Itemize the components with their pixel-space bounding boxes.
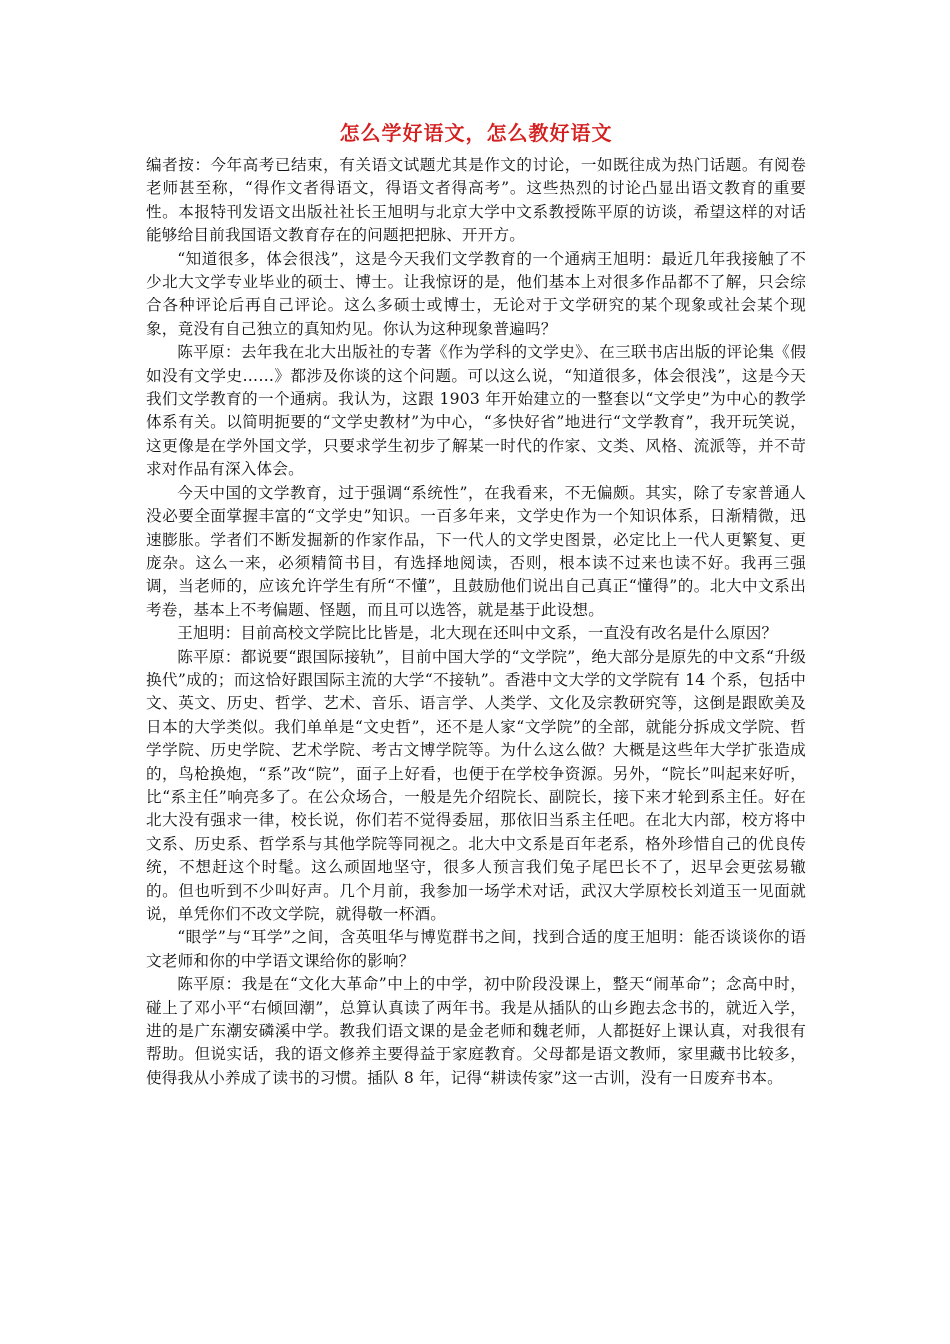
article-paragraph: 陈平原：我是在“文化大革命”中上的中学，初中阶段没课上，整天“闹革命”；念高中时，碰上了邓小平“右倾回潮”，总算认真读了两年书。我是从插队的山乡跑去念书的，就近入学，进的是广东潮安磷溪中学。教我们语文课的是金老师和魏老师，人都挺好上课认真，对我很有帮助。但说实话，我的语文修养主要得益于家庭教育。父母都是语文教师，家里藏书比较多，使得我从小养成了读书的习惯。插队 8 年，记得“耕读传家”这一古训，没有一日废弃书本。 [146,975,806,1087]
article-paragraph: “知道很多，体会很浅”，这是今天我们文学教育的一个通病王旭明：最近几年我接触了不少北大文学专业毕业的硕士、博士。让我惊讶的是，他们基本上对很多作品都不了解，只会综合各种评论后再自己评论。这么多硕士或博士，无论对于文学研究的某个现象或社会某个现象，竟没有自己独立的真知灼见。你认为这种现象普遍吗？ [146,249,806,338]
article-paragraph: 今天中国的文学教育，过于强调“系统性”，在我看来，不无偏颇。其实，除了专家普通人没必要全面掌握丰富的“文学史”知识。一百多年来，文学史作为一个知识体系，日渐精微，迅速膨胀。学者们不断发掘新的作家作品，下一代人的文学史图景，必定比上一代人更繁复、更庞杂。这么一来，必须精简书目，有选择地阅读，否则，根本读不过来也读不好。我再三强调，当老师的，应该允许学生有所“不懂”，且鼓励他们说出自己真正“懂得”的。北大中文系出考卷，基本上不考偏题、怪题，而且可以选答，就是基于此设想。 [146,483,806,619]
article-paragraph: 陈平原：都说要“跟国际接轨”，目前中国大学的“文学院”，绝大部分是原先的中文系“升级换代”成的；而这恰好跟国际主流的大学“不接轨”。香港中文大学的文学院有 14 个系，包括中文、英文、历史、哲学、艺术、音乐、语言学、人类学、文化及宗教研究等，这倒是跟欧美及日本的大学类似。我们单单是“文史哲”，还不是人家“文学院”的全部，就能分拆成文学院、哲学学院、历史学院、艺术学院、考古文博学院等。为什么这么做？大概是这些年大学扩张造成的，鸟枪换炮，“系”改“院”，面子上好看，也便于在学校争资源。另外，“院长”叫起来好听，比“系主任”响亮多了。在公众场合，一般是先介绍院长、副院长，接下来才轮到系主任。好在北大没有强求一律，校长说，你们若不觉得委屈，那依旧当系主任吧。在北大内部，校方将中文系、历史系、哲学系与其他学院等同视之。北大中文系是百年老系，格外珍惜自己的优良传统，不想赶这个时髦。这么顽固地坚守，很多人预言我们兔子尾巴长不了，迟早会更弦易辙的。但也听到不少叫好声。几个月前，我参加一场学术对话，武汉大学原校长刘道玉一见面就说，单凭你们不改文学院，就得敬一杯酒。 [146,647,806,923]
article-title: 怎么学好语文，怎么教好语文 [339,121,613,145]
article [146,118,806,1090]
editor-note-paragraph: 编者按：今年高考已结束，有关语文试题尤其是作文的讨论，一如既往成为热门话题。有阅卷老师甚至称，“得作文者得语文，得语文者得高考”。这些热烈的讨论凸显出语文教育的重要性。本报特刊发语文出版社社长王旭明与北京大学中文系教授陈平原的访谈，希望这样的对话能够给目前我国语文教育存在的问题把把脉、开开方。 [146,156,806,245]
article-paragraph: “眼学”与“耳学”之间，含英咀华与博览群书之间，找到合适的度王旭明：能否谈谈你的语文老师和你的中学语文课给你的影响？ [146,928,806,970]
article-paragraph: 王旭明：目前高校文学院比比皆是，北大现在还叫中文系，一直没有改名是什么原因？ [177,624,778,643]
article-paragraph: 陈平原：去年我在北大出版社的专著《作为学科的文学史》、在三联书店出版的评论集《假如没有文学史……》都涉及你谈的这个问题。可以这么说，“知道很多，体会很浅”，这是今天我们文学教育的一个通病。我认为，这跟 1903 年开始建立的一整套以“文学史”为中心的教学体系有关。以简明扼要的“文学史教材”为中心，“多快好省”地进行“文学教育”，我开玩笑说，这更像是在学外国文学，只要求学生初步了解某一时代的作家、文类、风格、流派等，并不苛求对作品有深入体会。 [146,343,806,479]
